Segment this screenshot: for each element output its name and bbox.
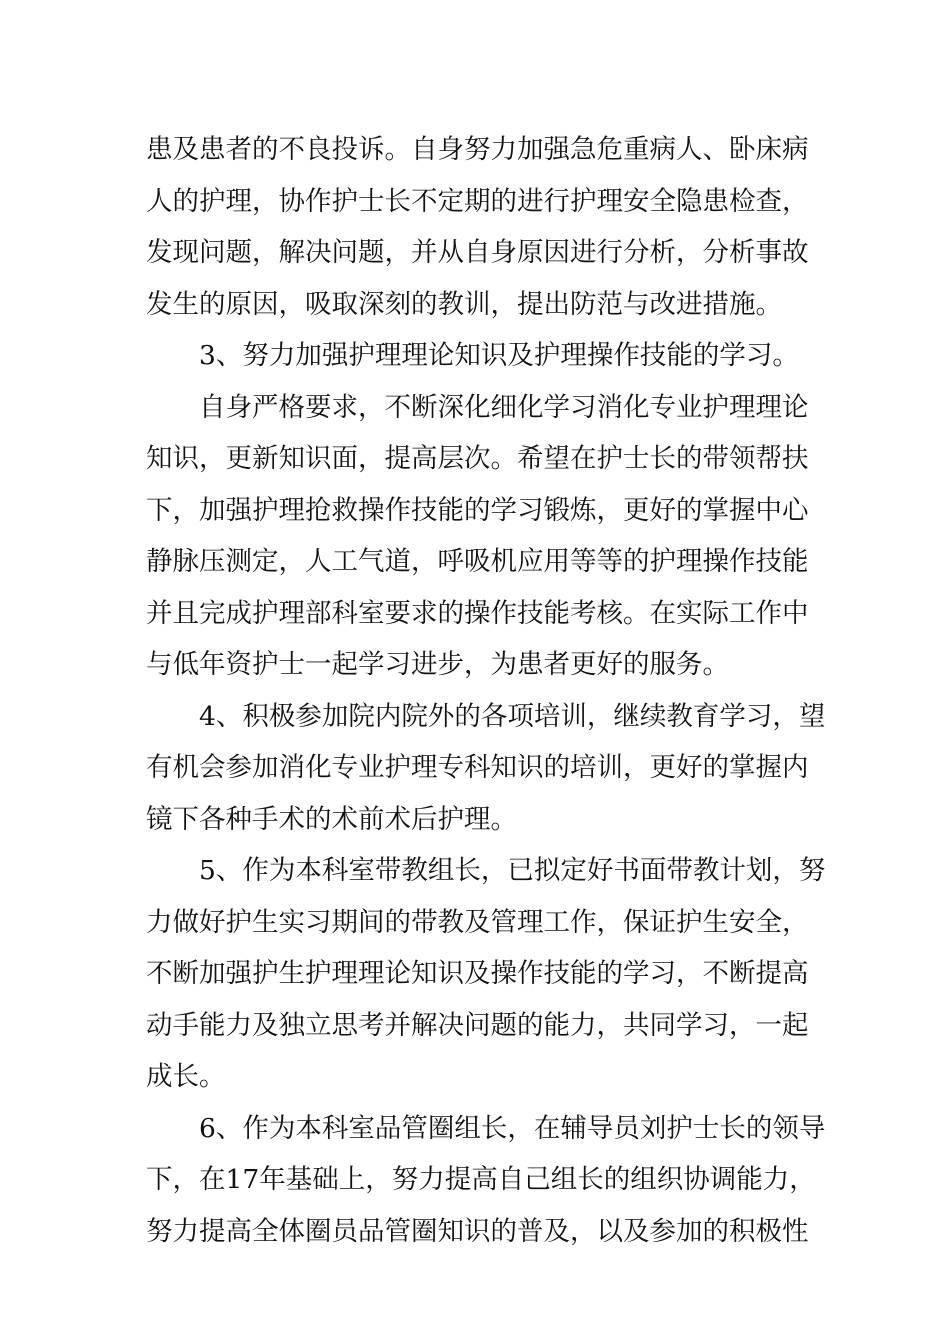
text-line: 发现问题，解决问题，并从自身原因进行分析，分析事故 bbox=[146, 237, 809, 268]
text-line: 力做好护生实习期间的带教及管理工作，保证护生安全， bbox=[146, 906, 809, 938]
numbered-item-line: 4、积极参加院内院外的各项培训，继续教育学习，望 bbox=[199, 700, 826, 732]
text-line: 有机会参加消化专业护理专科知识的培训，更好的掌握内 bbox=[146, 752, 809, 783]
text-line: 努力提高全体圈员品管圈知识的普及，以及参加的积极性 bbox=[146, 1215, 809, 1247]
numbered-item-line: 5、作为本科室带教组长，已拟定好书面带教计划，努 bbox=[199, 855, 826, 886]
text-line: 与低年资护士一起学习进步，为患者更好的服务。 bbox=[146, 649, 729, 680]
text-line: 知识，更新知识面，提高层次。希望在护士长的带领帮扶 bbox=[146, 443, 809, 474]
text-line: 发生的原因，吸取深刻的教训，提出防范与改进措施。 bbox=[146, 288, 782, 320]
text-line: 静脉压测定，人工气道，呼吸机应用等等的护理操作技能 bbox=[146, 546, 809, 577]
text-line: 并且完成护理部科室要求的操作技能考核。在实际工作中 bbox=[146, 597, 809, 629]
paragraph-start-line: 自身严格要求，不断深化细化学习消化专业护理理论 bbox=[199, 391, 809, 423]
text-line: 镜下各种手术的术前术后护理。 bbox=[146, 803, 517, 835]
text-line: 下，加强护理抢救操作技能的学习锻炼，更好的掌握中心 bbox=[146, 494, 809, 526]
text-line: 人的护理，协作护士长不定期的进行护理安全隐患检查， bbox=[146, 185, 809, 217]
text-line: 成长。 bbox=[146, 1061, 226, 1092]
numbered-item-line: 6、作为本科室品管圈组长，在辅导员刘护士长的领导 bbox=[199, 1112, 826, 1144]
text-line: 不断加强护生护理理论知识及操作技能的学习，不断提高 bbox=[146, 958, 809, 989]
text-line: 动手能力及独立思考并解决问题的能力，共同学习，一起 bbox=[146, 1009, 809, 1041]
document-body bbox=[146, 124, 826, 1257]
numbered-heading: 3、努力加强护理理论知识及护理操作技能的学习。 bbox=[199, 340, 799, 371]
text-line: 患及患者的不良投诉。自身努力加强急危重病人、卧床病 bbox=[146, 134, 809, 165]
text-line: 下，在17年基础上，努力提高自己组长的组织协调能力， bbox=[146, 1164, 816, 1195]
